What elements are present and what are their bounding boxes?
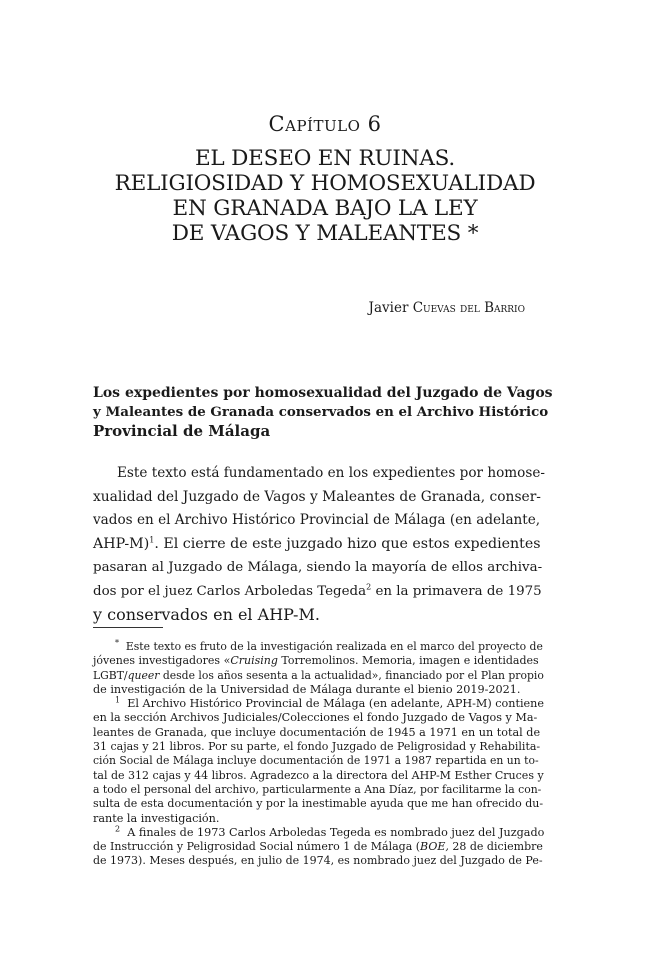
footnote-line: tal de 312 cajas y 44 libros. Agradezco a la directora del AHP-M Esther Cruces y	[93, 768, 544, 782]
footnote-marker-1: 1	[115, 695, 121, 705]
footnote-line: de 1973). Meses después, en julio de 1974, es nombrado juez del Juzgado de Pe-	[93, 854, 543, 868]
body-line: y conservados en el AHP-M.	[93, 605, 320, 624]
body-line	[93, 580, 545, 604]
body-line: xualidad del Juzgado de Vagos y Maleantes de Granada, conser-	[93, 488, 541, 505]
footnote-text: jóvenes investigadores «	[93, 654, 231, 668]
body-line	[93, 533, 545, 557]
body-paragraph	[93, 462, 545, 627]
footnote-text: desde los años sesenta a la actualidad», financiado por el Plan propio	[159, 668, 544, 682]
footnote-line: de investigación de la Universidad de Málaga durante el bienio 2019-2021.	[93, 682, 521, 696]
chapter-title	[0, 146, 650, 246]
chapter-word-initial: C	[268, 112, 286, 136]
footnote-ref-2[interactable]: 2	[366, 582, 372, 592]
footnote-line: a todo el personal del archivo, particularmente a Ana Díaz, por facilitarme la con-	[93, 782, 542, 796]
footnote-text: El Archivo Histórico Provincial de Málaga (en adelante, APH-M) contiene	[127, 697, 544, 711]
footnote-line: 31 cajas y 21 libros. Por su parte, el fondo Juzgado de Peligrosidad y Rehabilita-	[93, 740, 541, 754]
footnote-text: Este texto es fruto de la investigación realizada en el marco del proyecto de	[125, 640, 543, 653]
footnote-text: de Instrucción y Peligrosidad Social número 1 de Málaga (	[93, 840, 421, 854]
body-line: pasaran al Juzgado de Málaga, siendo la mayoría de ellos archiva-	[93, 560, 543, 575]
author-name	[295, 300, 525, 316]
body-text-fragment: . El cierre de este juzgado hizo que estos expedientes	[154, 535, 541, 552]
footnote-line: leantes de Granada, que incluye documentación de 1945 a 1971 en un total de	[93, 725, 541, 739]
footnote-line	[93, 640, 545, 654]
title-line: EL DESEO EN RUINAS.	[194, 146, 456, 171]
footnote-text: A finales de 1973 Carlos Arboledas Tegeda es nombrado juez del Juzgado	[127, 825, 545, 839]
footnote-text: LGBT/	[93, 668, 128, 682]
footnote-marker-star: *	[115, 638, 119, 648]
section-heading	[93, 384, 553, 441]
body-line: Este texto está fundamentado en los expedientes por homose-	[117, 465, 545, 481]
section-heading-line: y Maleantes de Granada conservados en el Archivo Histórico	[93, 404, 549, 420]
section-heading-line: Provincial de Málaga	[93, 422, 271, 440]
footnote-line	[93, 826, 545, 840]
body-text-fragment: AHP-M)	[93, 535, 150, 552]
footnote-emphasis: queer	[127, 668, 160, 682]
author-first-name: Javier	[368, 300, 409, 316]
body-line: vados en el Archivo Histórico Provincial de Málaga (en adelante,	[93, 512, 541, 528]
footnote-line	[93, 669, 545, 683]
author-last-name: Cuevas del Barrio	[412, 300, 525, 316]
footnote-marker-2: 2	[115, 824, 121, 834]
footnote-divider	[93, 627, 163, 628]
chapter-word-rest: apítulo	[285, 112, 361, 136]
footnote-line: sulta de esta documentación y por la inestimable ayuda que me han ofrecido du-	[93, 797, 544, 811]
footnote-line: rante la investigación.	[93, 811, 220, 825]
footnote-emphasis: Cruising	[230, 654, 278, 668]
footnote-line: ción Social de Málaga incluye documentación de 1971 a 1987 repartida en un to-	[93, 754, 539, 768]
section-heading-line: Los expedientes por homosexualidad del Juzgado de Vagos	[93, 385, 553, 401]
footnote-text: 28 de diciembre	[448, 840, 543, 854]
footnotes	[93, 640, 545, 869]
footnote-emphasis: BOE,	[420, 840, 449, 854]
body-text-fragment: dos por el juez Carlos Arboledas Tegeda	[93, 583, 367, 599]
footnote-line	[93, 654, 545, 668]
footnote-text: Torremolinos. Memoria, imagen e identidades	[277, 654, 539, 668]
body-text-fragment: en la primavera de 1975	[371, 583, 542, 599]
title-line: EN GRANADA BAJO LA LEY	[172, 196, 478, 221]
chapter-label	[0, 112, 650, 136]
title-line: RELIGIOSIDAD Y HOMOSEXUALIDAD	[114, 171, 536, 196]
footnote-line: en la sección Archivos Judiciales/Colecciones el fondo Juzgado de Vagos y Ma-	[93, 711, 538, 725]
footnote-ref-1[interactable]: 1	[149, 534, 155, 544]
footnote-line	[93, 840, 545, 854]
chapter-number: 6	[367, 112, 382, 136]
footnote-line	[93, 697, 545, 711]
title-line: DE VAGOS Y MALEANTES *	[171, 221, 479, 246]
